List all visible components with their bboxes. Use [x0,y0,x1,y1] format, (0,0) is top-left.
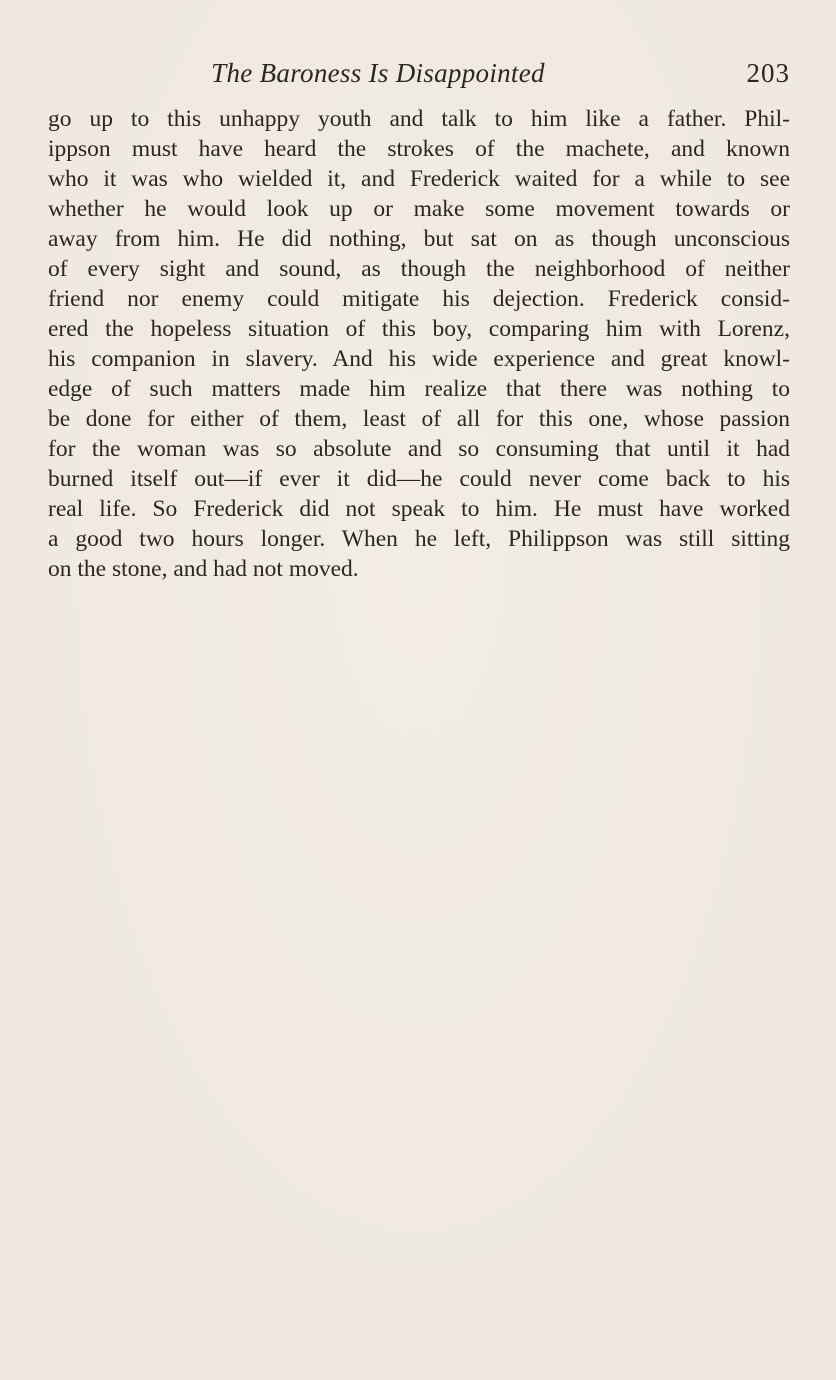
text-line: real life. So Frederick did not speak to him. He must have worked [48,496,790,522]
text-line: whether he would look up or make some movement towards or [48,196,790,222]
text-line: go up to this unhappy youth and talk to him like a father. Phil- [48,106,790,132]
text-line: a good two hours longer. When he left, Philippson was still sitting [48,526,790,552]
page-number: 203 [746,58,790,88]
text-line: burned itself out—if ever it did—he could never come back to his [48,466,790,492]
text-line: be done for either of them, least of all for this one, whose passion [48,406,790,432]
text-line: ippson must have heard the strokes of the machete, and known [48,136,790,162]
text-line: away from him. He did nothing, but sat on as though unconscious [48,226,790,252]
text-line: ered the hopeless situation of this boy, comparing him with Lorenz, [48,316,790,342]
text-line: of every sight and sound, as though the neighborhood of neither [48,256,790,282]
text-line: who it was who wielded it, and Frederick waited for a while to see [48,166,790,192]
text-line: for the woman was so absolute and so consuming that until it had [48,436,790,462]
text-line: friend nor enemy could mitigate his dejection. Frederick consid- [48,286,790,312]
running-head [48,58,790,94]
text-line-last: on the stone, and had not moved. [48,556,359,582]
chapter-title: The Baroness Is Disappointed [211,58,545,88]
text-line: edge of such matters made him realize that there was nothing to [48,376,790,402]
body-text [48,104,790,584]
text-line: his companion in slavery. And his wide experience and great knowl- [48,346,790,372]
